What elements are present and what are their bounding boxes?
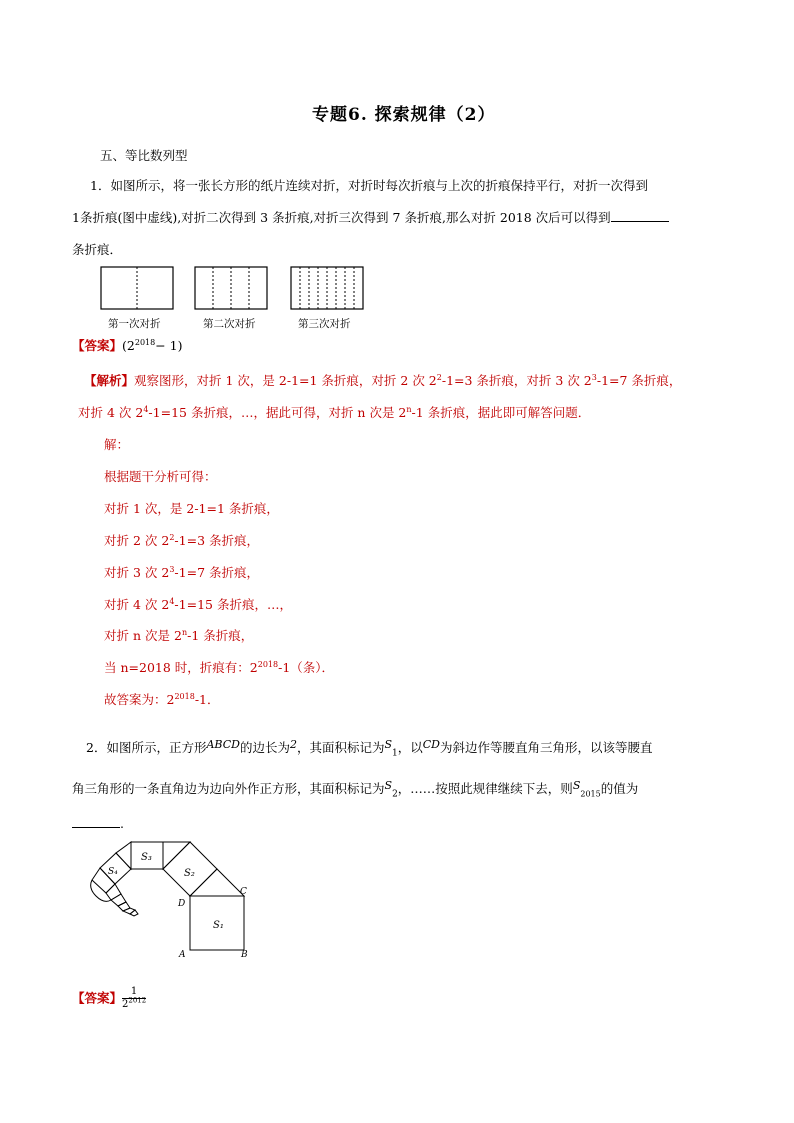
sol-line3 bbox=[104, 531, 259, 551]
t: 2．如图所示，正方形 bbox=[86, 740, 207, 755]
sol-line8 bbox=[104, 690, 220, 710]
q2-answer bbox=[72, 986, 146, 1011]
fold-lines-3 bbox=[300, 267, 354, 309]
t: 对折 3 次 2 bbox=[104, 565, 170, 580]
t: 对折 4 次 2 bbox=[78, 405, 144, 420]
page-title: 专题6. 探索规律（2） bbox=[312, 105, 496, 125]
label-D: D bbox=[178, 899, 186, 909]
t: ，其面积标记为 bbox=[296, 740, 385, 755]
q2-line1 bbox=[86, 735, 653, 764]
t: 2018 bbox=[174, 691, 195, 701]
q1-line1: 1．如图所示，将一张长方形的纸片连续对折，对折时每次折痕与上次的折痕保持平行，对折一次得到 bbox=[90, 178, 648, 193]
q1-line2 bbox=[72, 208, 669, 228]
triangle-2 bbox=[163, 842, 190, 869]
label-A: A bbox=[179, 950, 186, 960]
t: n bbox=[181, 627, 188, 637]
small-sq-7 bbox=[111, 894, 126, 906]
t: -1=15 条折痕，…， bbox=[174, 597, 292, 612]
answer-label: 【答案】 bbox=[72, 338, 123, 353]
label-s1: S₁ bbox=[213, 920, 224, 931]
t: 的值为 bbox=[600, 781, 639, 796]
t: ABCD bbox=[206, 738, 240, 751]
t: -1=7 条折痕， bbox=[174, 565, 259, 580]
fold-figure bbox=[98, 264, 368, 314]
t: 2 bbox=[169, 532, 175, 542]
t: 3 bbox=[591, 372, 597, 382]
answer-open: (2 bbox=[122, 338, 135, 353]
square-spiral-figure bbox=[86, 838, 266, 963]
t: S bbox=[384, 779, 393, 792]
sol-line6 bbox=[104, 626, 253, 646]
q2-line3 bbox=[72, 814, 124, 834]
small-sq-10 bbox=[130, 910, 138, 916]
q1-line2-text: 1条折痕(图中虚线),对折二次得到 3 条折痕,对折三次得到 7 条折痕,那么对折 2018 次后可以得到 bbox=[72, 210, 611, 225]
label-s2: S₂ bbox=[184, 868, 195, 879]
sol-line7 bbox=[104, 658, 334, 678]
fig-label-2: 第二次对折 bbox=[203, 318, 256, 330]
fraction-numerator: 1 bbox=[122, 986, 146, 999]
fig-label-3: 第三次对折 bbox=[298, 318, 351, 330]
t: 4 bbox=[143, 404, 149, 414]
analysis-line2 bbox=[78, 403, 590, 423]
answer-fraction bbox=[122, 986, 146, 1011]
t: -1． bbox=[194, 692, 220, 707]
t: 1 bbox=[392, 748, 398, 759]
answer-close: − 1) bbox=[155, 338, 183, 353]
label-s4: S₄ bbox=[108, 867, 118, 877]
t: CD bbox=[422, 738, 441, 751]
t: -1=7 条折痕， bbox=[596, 373, 682, 388]
t: -1 条折痕，据此即可解答问题． bbox=[411, 405, 591, 420]
t: 当 n=2018 时，折痕有：2 bbox=[104, 660, 258, 675]
section-heading: 五、等比数列型 bbox=[100, 148, 188, 163]
triangle-1 bbox=[190, 869, 244, 896]
analysis-line1 bbox=[84, 371, 681, 391]
t: 2012 bbox=[128, 996, 147, 1005]
label-B: B bbox=[241, 950, 248, 960]
label-s3: S₃ bbox=[141, 852, 152, 863]
t: S bbox=[572, 779, 581, 792]
t: 4 bbox=[169, 596, 175, 606]
t: 3 bbox=[169, 564, 175, 574]
sol-line1: 根据题干分析可得： bbox=[104, 469, 217, 484]
fig-label-1: 第一次对折 bbox=[108, 318, 161, 330]
analysis-label: 【解析】 bbox=[84, 373, 135, 388]
t: 2 bbox=[122, 999, 129, 1010]
t: . bbox=[120, 816, 124, 831]
label-C: C bbox=[240, 887, 247, 897]
t: 角三角形的一条直角边为边向外作正方形，其面积标记为 bbox=[72, 781, 385, 796]
t: 为斜边作等腰直角三角形，以该等腰直 bbox=[440, 740, 653, 755]
t: 观察图形，对折 1 次，是 2-1=1 条折痕，对折 2 次 2 bbox=[134, 373, 437, 388]
q2-blank[interactable] bbox=[72, 815, 120, 828]
t: 对折 4 次 2 bbox=[104, 597, 170, 612]
t: -1=3 条折痕， bbox=[174, 533, 259, 548]
t: 2015 bbox=[580, 789, 601, 799]
q2-line2 bbox=[72, 776, 638, 805]
t: -1 条折痕， bbox=[187, 628, 254, 643]
t: 2018 bbox=[257, 659, 279, 669]
answer-label: 【答案】 bbox=[72, 990, 123, 1006]
fraction-denominator bbox=[122, 996, 147, 1011]
small-sq-8 bbox=[118, 902, 130, 911]
t: ，以 bbox=[397, 740, 423, 755]
t: -1（条）． bbox=[278, 660, 335, 675]
t: -1=15 条折痕，…，据此可得，对折 n 次是 2 bbox=[148, 405, 407, 420]
t: ，……按照此规律继续下去，则 bbox=[397, 781, 573, 796]
t: 对折 2 次 2 bbox=[104, 533, 170, 548]
sol-jie: 解： bbox=[104, 437, 130, 452]
answer-exp: 2018 bbox=[134, 337, 156, 347]
t: n bbox=[406, 404, 412, 414]
t: S bbox=[384, 738, 393, 751]
t: 2 bbox=[392, 789, 398, 800]
t: 的边长为 bbox=[239, 740, 290, 755]
t: 故答案为：2 bbox=[104, 692, 175, 707]
t: -1=3 条折痕，对折 3 次 2 bbox=[441, 373, 592, 388]
small-sq-6 bbox=[106, 884, 121, 900]
t: 2 bbox=[436, 372, 442, 382]
sol-line2: 对折 1 次，是 2-1=1 条折痕， bbox=[104, 501, 279, 516]
q1-blank[interactable] bbox=[611, 209, 669, 222]
q1-line3: 条折痕． bbox=[72, 242, 123, 257]
t: 对折 n 次是 2 bbox=[104, 628, 182, 643]
q1-answer bbox=[72, 336, 183, 356]
t: 2 bbox=[289, 738, 297, 751]
sol-line5 bbox=[104, 595, 292, 615]
sol-line4 bbox=[104, 563, 259, 583]
